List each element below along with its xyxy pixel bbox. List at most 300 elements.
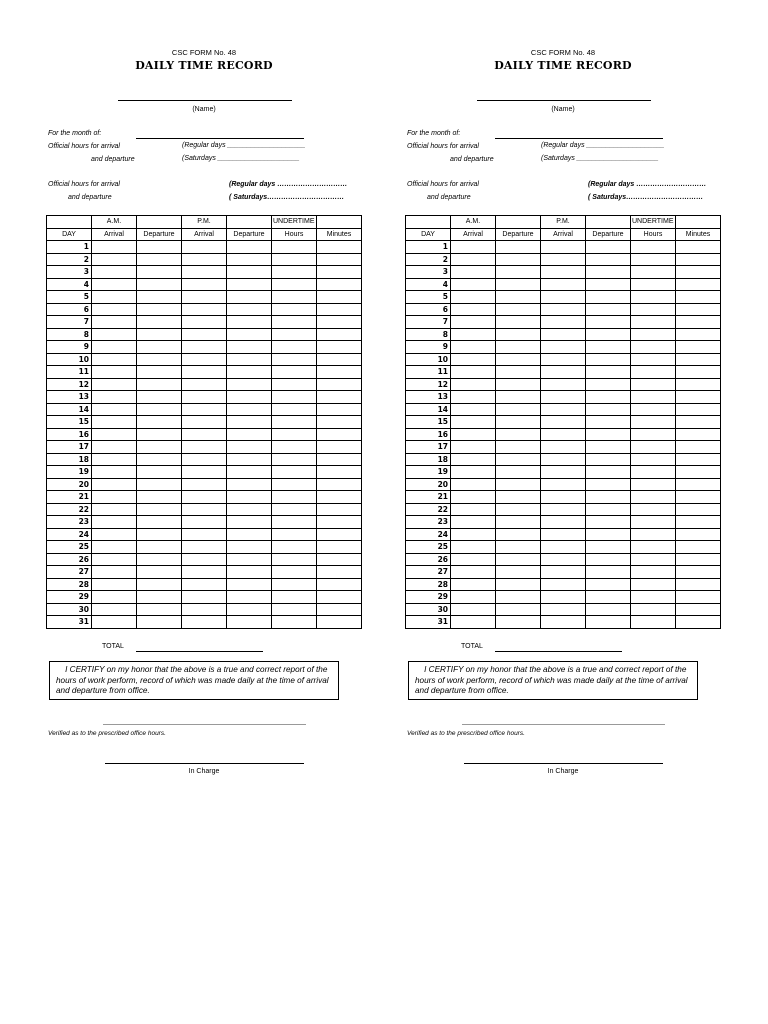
am-departure-cell[interactable] (137, 453, 182, 466)
undertime-minutes-cell[interactable] (676, 241, 721, 254)
pm-arrival-cell[interactable] (182, 291, 227, 304)
pm-arrival-cell[interactable] (541, 591, 586, 604)
undertime-hours-cell[interactable] (631, 603, 676, 616)
undertime-minutes-cell[interactable] (676, 341, 721, 354)
am-arrival-cell[interactable] (451, 566, 496, 579)
am-departure-cell[interactable] (137, 303, 182, 316)
pm-arrival-cell[interactable] (541, 491, 586, 504)
name-line[interactable] (118, 100, 292, 101)
pm-departure-cell[interactable] (227, 391, 272, 404)
pm-arrival-cell[interactable] (541, 241, 586, 254)
am-departure-cell[interactable] (137, 366, 182, 379)
am-departure-cell[interactable] (496, 541, 541, 554)
pm-arrival-cell[interactable] (182, 378, 227, 391)
pm-departure-cell[interactable] (227, 266, 272, 279)
am-arrival-cell[interactable] (451, 403, 496, 416)
pm-arrival-cell[interactable] (541, 553, 586, 566)
pm-arrival-cell[interactable] (541, 603, 586, 616)
saturdays-field-2[interactable]: ( Saturdays…………………………… (588, 194, 704, 201)
pm-arrival-cell[interactable] (541, 341, 586, 354)
undertime-minutes-cell[interactable] (317, 428, 362, 441)
undertime-minutes-cell[interactable] (317, 303, 362, 316)
am-departure-cell[interactable] (137, 441, 182, 454)
am-arrival-cell[interactable] (451, 591, 496, 604)
pm-arrival-cell[interactable] (182, 478, 227, 491)
am-arrival-cell[interactable] (92, 491, 137, 504)
undertime-hours-cell[interactable] (631, 303, 676, 316)
pm-departure-cell[interactable] (227, 503, 272, 516)
undertime-hours-cell[interactable] (631, 566, 676, 579)
saturdays-field[interactable]: (Saturdays _____________________ (182, 155, 300, 162)
pm-departure-cell[interactable] (227, 491, 272, 504)
am-departure-cell[interactable] (496, 428, 541, 441)
pm-departure-cell[interactable] (586, 603, 631, 616)
undertime-minutes-cell[interactable] (676, 466, 721, 479)
pm-arrival-cell[interactable] (182, 453, 227, 466)
undertime-hours-cell[interactable] (631, 391, 676, 404)
am-arrival-cell[interactable] (451, 466, 496, 479)
undertime-minutes-cell[interactable] (676, 616, 721, 629)
am-arrival-cell[interactable] (451, 616, 496, 629)
am-arrival-cell[interactable] (451, 541, 496, 554)
undertime-minutes-cell[interactable] (676, 366, 721, 379)
am-departure-cell[interactable] (137, 328, 182, 341)
pm-arrival-cell[interactable] (182, 303, 227, 316)
pm-arrival-cell[interactable] (182, 466, 227, 479)
pm-departure-cell[interactable] (586, 466, 631, 479)
undertime-hours-cell[interactable] (272, 566, 317, 579)
undertime-hours-cell[interactable] (631, 503, 676, 516)
undertime-hours-cell[interactable] (631, 241, 676, 254)
undertime-minutes-cell[interactable] (317, 278, 362, 291)
am-arrival-cell[interactable] (451, 341, 496, 354)
am-arrival-cell[interactable] (92, 316, 137, 329)
pm-departure-cell[interactable] (227, 303, 272, 316)
am-departure-cell[interactable] (137, 278, 182, 291)
undertime-minutes-cell[interactable] (317, 503, 362, 516)
pm-arrival-cell[interactable] (541, 616, 586, 629)
am-departure-cell[interactable] (496, 316, 541, 329)
undertime-hours-cell[interactable] (272, 341, 317, 354)
am-departure-cell[interactable] (496, 616, 541, 629)
pm-arrival-cell[interactable] (182, 253, 227, 266)
pm-departure-cell[interactable] (586, 578, 631, 591)
am-arrival-cell[interactable] (92, 391, 137, 404)
am-arrival-cell[interactable] (92, 353, 137, 366)
am-departure-cell[interactable] (496, 528, 541, 541)
pm-arrival-cell[interactable] (541, 366, 586, 379)
regular-days-field-2[interactable]: (Regular days ………………………… (229, 181, 348, 188)
pm-arrival-cell[interactable] (541, 578, 586, 591)
undertime-minutes-cell[interactable] (676, 516, 721, 529)
pm-departure-cell[interactable] (227, 466, 272, 479)
pm-arrival-cell[interactable] (541, 278, 586, 291)
am-departure-cell[interactable] (137, 516, 182, 529)
undertime-hours-cell[interactable] (272, 278, 317, 291)
undertime-hours-cell[interactable] (631, 353, 676, 366)
am-departure-cell[interactable] (137, 378, 182, 391)
undertime-minutes-cell[interactable] (676, 403, 721, 416)
undertime-hours-cell[interactable] (272, 441, 317, 454)
undertime-hours-cell[interactable] (272, 466, 317, 479)
undertime-hours-cell[interactable] (631, 441, 676, 454)
pm-departure-cell[interactable] (227, 428, 272, 441)
am-arrival-cell[interactable] (92, 328, 137, 341)
am-arrival-cell[interactable] (92, 603, 137, 616)
pm-arrival-cell[interactable] (182, 553, 227, 566)
undertime-minutes-cell[interactable] (317, 553, 362, 566)
pm-arrival-cell[interactable] (182, 416, 227, 429)
am-departure-cell[interactable] (137, 391, 182, 404)
am-arrival-cell[interactable] (451, 553, 496, 566)
undertime-minutes-cell[interactable] (317, 578, 362, 591)
pm-departure-cell[interactable] (586, 341, 631, 354)
undertime-hours-cell[interactable] (272, 503, 317, 516)
am-arrival-cell[interactable] (92, 416, 137, 429)
am-arrival-cell[interactable] (451, 391, 496, 404)
regular-days-field[interactable]: (Regular days ____________________ (541, 142, 665, 149)
undertime-hours-cell[interactable] (272, 591, 317, 604)
am-departure-cell[interactable] (496, 503, 541, 516)
undertime-hours-cell[interactable] (631, 278, 676, 291)
undertime-minutes-cell[interactable] (317, 478, 362, 491)
pm-departure-cell[interactable] (227, 366, 272, 379)
am-arrival-cell[interactable] (92, 553, 137, 566)
undertime-hours-cell[interactable] (272, 428, 317, 441)
undertime-minutes-cell[interactable] (317, 316, 362, 329)
saturdays-field-2[interactable]: ( Saturdays…………………………… (229, 194, 345, 201)
am-departure-cell[interactable] (137, 591, 182, 604)
pm-departure-cell[interactable] (227, 291, 272, 304)
undertime-hours-cell[interactable] (272, 616, 317, 629)
pm-departure-cell[interactable] (227, 578, 272, 591)
undertime-hours-cell[interactable] (631, 466, 676, 479)
pm-arrival-cell[interactable] (541, 353, 586, 366)
am-arrival-cell[interactable] (451, 378, 496, 391)
am-departure-cell[interactable] (496, 253, 541, 266)
am-arrival-cell[interactable] (92, 503, 137, 516)
am-arrival-cell[interactable] (451, 241, 496, 254)
pm-arrival-cell[interactable] (541, 378, 586, 391)
pm-arrival-cell[interactable] (182, 353, 227, 366)
am-departure-cell[interactable] (137, 316, 182, 329)
undertime-minutes-cell[interactable] (317, 403, 362, 416)
pm-departure-cell[interactable] (227, 416, 272, 429)
pm-departure-cell[interactable] (586, 291, 631, 304)
pm-arrival-cell[interactable] (182, 578, 227, 591)
am-arrival-cell[interactable] (92, 516, 137, 529)
pm-departure-cell[interactable] (586, 303, 631, 316)
undertime-hours-cell[interactable] (631, 316, 676, 329)
am-departure-cell[interactable] (137, 541, 182, 554)
pm-arrival-cell[interactable] (182, 616, 227, 629)
undertime-hours-cell[interactable] (631, 616, 676, 629)
am-departure-cell[interactable] (496, 241, 541, 254)
am-departure-cell[interactable] (496, 516, 541, 529)
pm-arrival-cell[interactable] (541, 328, 586, 341)
month-line[interactable] (136, 138, 304, 139)
undertime-minutes-cell[interactable] (317, 378, 362, 391)
pm-departure-cell[interactable] (586, 366, 631, 379)
undertime-minutes-cell[interactable] (676, 278, 721, 291)
undertime-hours-cell[interactable] (272, 241, 317, 254)
name-line[interactable] (477, 100, 651, 101)
pm-arrival-cell[interactable] (182, 391, 227, 404)
pm-arrival-cell[interactable] (182, 541, 227, 554)
pm-arrival-cell[interactable] (541, 303, 586, 316)
pm-departure-cell[interactable] (227, 478, 272, 491)
am-arrival-cell[interactable] (92, 428, 137, 441)
am-departure-cell[interactable] (496, 341, 541, 354)
am-departure-cell[interactable] (137, 466, 182, 479)
am-departure-cell[interactable] (137, 566, 182, 579)
am-arrival-cell[interactable] (451, 303, 496, 316)
undertime-minutes-cell[interactable] (317, 541, 362, 554)
am-arrival-cell[interactable] (451, 353, 496, 366)
undertime-hours-cell[interactable] (631, 453, 676, 466)
am-arrival-cell[interactable] (92, 303, 137, 316)
am-arrival-cell[interactable] (451, 291, 496, 304)
undertime-minutes-cell[interactable] (317, 328, 362, 341)
pm-arrival-cell[interactable] (182, 503, 227, 516)
undertime-hours-cell[interactable] (272, 303, 317, 316)
undertime-minutes-cell[interactable] (676, 491, 721, 504)
am-arrival-cell[interactable] (451, 503, 496, 516)
undertime-hours-cell[interactable] (631, 478, 676, 491)
undertime-hours-cell[interactable] (272, 328, 317, 341)
am-arrival-cell[interactable] (92, 366, 137, 379)
undertime-minutes-cell[interactable] (676, 253, 721, 266)
pm-departure-cell[interactable] (586, 266, 631, 279)
undertime-hours-cell[interactable] (631, 541, 676, 554)
am-arrival-cell[interactable] (92, 541, 137, 554)
undertime-minutes-cell[interactable] (317, 453, 362, 466)
pm-arrival-cell[interactable] (541, 416, 586, 429)
pm-departure-cell[interactable] (227, 566, 272, 579)
am-departure-cell[interactable] (496, 553, 541, 566)
am-arrival-cell[interactable] (92, 253, 137, 266)
total-line[interactable] (495, 651, 622, 652)
pm-departure-cell[interactable] (227, 603, 272, 616)
verify-signature-line[interactable] (103, 724, 306, 725)
pm-arrival-cell[interactable] (182, 528, 227, 541)
undertime-minutes-cell[interactable] (317, 591, 362, 604)
am-departure-cell[interactable] (496, 491, 541, 504)
pm-departure-cell[interactable] (586, 378, 631, 391)
pm-departure-cell[interactable] (586, 616, 631, 629)
am-departure-cell[interactable] (137, 603, 182, 616)
pm-departure-cell[interactable] (586, 541, 631, 554)
pm-arrival-cell[interactable] (541, 516, 586, 529)
pm-departure-cell[interactable] (586, 591, 631, 604)
undertime-minutes-cell[interactable] (676, 478, 721, 491)
pm-departure-cell[interactable] (586, 353, 631, 366)
undertime-minutes-cell[interactable] (317, 391, 362, 404)
pm-arrival-cell[interactable] (182, 516, 227, 529)
am-arrival-cell[interactable] (451, 453, 496, 466)
pm-departure-cell[interactable] (227, 616, 272, 629)
am-departure-cell[interactable] (496, 416, 541, 429)
undertime-hours-cell[interactable] (272, 553, 317, 566)
am-departure-cell[interactable] (496, 603, 541, 616)
pm-departure-cell[interactable] (586, 516, 631, 529)
am-departure-cell[interactable] (496, 578, 541, 591)
am-arrival-cell[interactable] (92, 616, 137, 629)
pm-departure-cell[interactable] (227, 591, 272, 604)
pm-arrival-cell[interactable] (182, 591, 227, 604)
month-line[interactable] (495, 138, 663, 139)
am-arrival-cell[interactable] (451, 478, 496, 491)
pm-departure-cell[interactable] (586, 278, 631, 291)
am-departure-cell[interactable] (137, 553, 182, 566)
pm-arrival-cell[interactable] (182, 366, 227, 379)
undertime-minutes-cell[interactable] (676, 503, 721, 516)
pm-arrival-cell[interactable] (541, 566, 586, 579)
am-arrival-cell[interactable] (92, 528, 137, 541)
pm-departure-cell[interactable] (227, 553, 272, 566)
undertime-hours-cell[interactable] (272, 378, 317, 391)
pm-arrival-cell[interactable] (182, 566, 227, 579)
am-departure-cell[interactable] (496, 278, 541, 291)
pm-departure-cell[interactable] (227, 453, 272, 466)
undertime-hours-cell[interactable] (631, 328, 676, 341)
am-arrival-cell[interactable] (451, 428, 496, 441)
pm-departure-cell[interactable] (586, 441, 631, 454)
pm-departure-cell[interactable] (227, 541, 272, 554)
am-departure-cell[interactable] (496, 466, 541, 479)
undertime-minutes-cell[interactable] (676, 528, 721, 541)
pm-departure-cell[interactable] (586, 503, 631, 516)
regular-days-field-2[interactable]: (Regular days ………………………… (588, 181, 707, 188)
am-departure-cell[interactable] (496, 441, 541, 454)
pm-departure-cell[interactable] (227, 278, 272, 291)
am-arrival-cell[interactable] (92, 591, 137, 604)
am-arrival-cell[interactable] (451, 491, 496, 504)
am-departure-cell[interactable] (137, 341, 182, 354)
pm-departure-cell[interactable] (586, 428, 631, 441)
undertime-minutes-cell[interactable] (676, 553, 721, 566)
pm-arrival-cell[interactable] (182, 278, 227, 291)
undertime-minutes-cell[interactable] (317, 241, 362, 254)
am-departure-cell[interactable] (496, 353, 541, 366)
undertime-hours-cell[interactable] (631, 428, 676, 441)
undertime-minutes-cell[interactable] (676, 291, 721, 304)
undertime-minutes-cell[interactable] (317, 616, 362, 629)
am-arrival-cell[interactable] (92, 278, 137, 291)
undertime-minutes-cell[interactable] (676, 316, 721, 329)
undertime-minutes-cell[interactable] (317, 253, 362, 266)
pm-departure-cell[interactable] (586, 328, 631, 341)
am-arrival-cell[interactable] (451, 416, 496, 429)
pm-arrival-cell[interactable] (541, 541, 586, 554)
pm-departure-cell[interactable] (227, 328, 272, 341)
undertime-hours-cell[interactable] (272, 603, 317, 616)
am-departure-cell[interactable] (137, 291, 182, 304)
am-departure-cell[interactable] (137, 478, 182, 491)
am-departure-cell[interactable] (137, 491, 182, 504)
pm-arrival-cell[interactable] (541, 391, 586, 404)
pm-arrival-cell[interactable] (541, 253, 586, 266)
undertime-minutes-cell[interactable] (676, 541, 721, 554)
undertime-hours-cell[interactable] (631, 528, 676, 541)
undertime-hours-cell[interactable] (272, 541, 317, 554)
am-arrival-cell[interactable] (92, 403, 137, 416)
pm-departure-cell[interactable] (227, 241, 272, 254)
undertime-hours-cell[interactable] (631, 341, 676, 354)
pm-departure-cell[interactable] (227, 403, 272, 416)
undertime-minutes-cell[interactable] (676, 428, 721, 441)
pm-arrival-cell[interactable] (541, 503, 586, 516)
pm-departure-cell[interactable] (227, 516, 272, 529)
am-departure-cell[interactable] (496, 391, 541, 404)
am-arrival-cell[interactable] (451, 328, 496, 341)
in-charge-signature-line[interactable] (464, 763, 663, 764)
undertime-minutes-cell[interactable] (317, 341, 362, 354)
undertime-hours-cell[interactable] (272, 578, 317, 591)
am-arrival-cell[interactable] (451, 253, 496, 266)
pm-departure-cell[interactable] (586, 253, 631, 266)
pm-departure-cell[interactable] (586, 416, 631, 429)
undertime-minutes-cell[interactable] (676, 303, 721, 316)
undertime-hours-cell[interactable] (631, 578, 676, 591)
am-departure-cell[interactable] (496, 328, 541, 341)
am-arrival-cell[interactable] (451, 528, 496, 541)
undertime-minutes-cell[interactable] (676, 441, 721, 454)
pm-departure-cell[interactable] (227, 378, 272, 391)
pm-departure-cell[interactable] (227, 341, 272, 354)
undertime-minutes-cell[interactable] (676, 578, 721, 591)
undertime-minutes-cell[interactable] (317, 291, 362, 304)
am-departure-cell[interactable] (137, 403, 182, 416)
pm-arrival-cell[interactable] (541, 266, 586, 279)
am-arrival-cell[interactable] (92, 466, 137, 479)
am-departure-cell[interactable] (496, 366, 541, 379)
am-departure-cell[interactable] (496, 266, 541, 279)
am-arrival-cell[interactable] (451, 266, 496, 279)
pm-arrival-cell[interactable] (182, 603, 227, 616)
undertime-hours-cell[interactable] (272, 316, 317, 329)
am-departure-cell[interactable] (496, 453, 541, 466)
pm-arrival-cell[interactable] (182, 266, 227, 279)
am-departure-cell[interactable] (137, 353, 182, 366)
pm-arrival-cell[interactable] (182, 316, 227, 329)
pm-departure-cell[interactable] (586, 553, 631, 566)
am-arrival-cell[interactable] (451, 278, 496, 291)
am-arrival-cell[interactable] (451, 441, 496, 454)
pm-departure-cell[interactable] (227, 253, 272, 266)
pm-departure-cell[interactable] (586, 241, 631, 254)
pm-departure-cell[interactable] (227, 316, 272, 329)
undertime-minutes-cell[interactable] (317, 491, 362, 504)
am-departure-cell[interactable] (137, 266, 182, 279)
pm-departure-cell[interactable] (586, 453, 631, 466)
am-departure-cell[interactable] (137, 616, 182, 629)
am-departure-cell[interactable] (137, 528, 182, 541)
undertime-hours-cell[interactable] (272, 453, 317, 466)
undertime-hours-cell[interactable] (631, 591, 676, 604)
undertime-hours-cell[interactable] (272, 291, 317, 304)
pm-arrival-cell[interactable] (541, 466, 586, 479)
am-departure-cell[interactable] (496, 591, 541, 604)
am-departure-cell[interactable] (137, 503, 182, 516)
undertime-minutes-cell[interactable] (317, 516, 362, 529)
undertime-hours-cell[interactable] (631, 291, 676, 304)
pm-departure-cell[interactable] (586, 528, 631, 541)
am-departure-cell[interactable] (137, 253, 182, 266)
undertime-hours-cell[interactable] (272, 516, 317, 529)
undertime-minutes-cell[interactable] (317, 528, 362, 541)
am-arrival-cell[interactable] (451, 366, 496, 379)
